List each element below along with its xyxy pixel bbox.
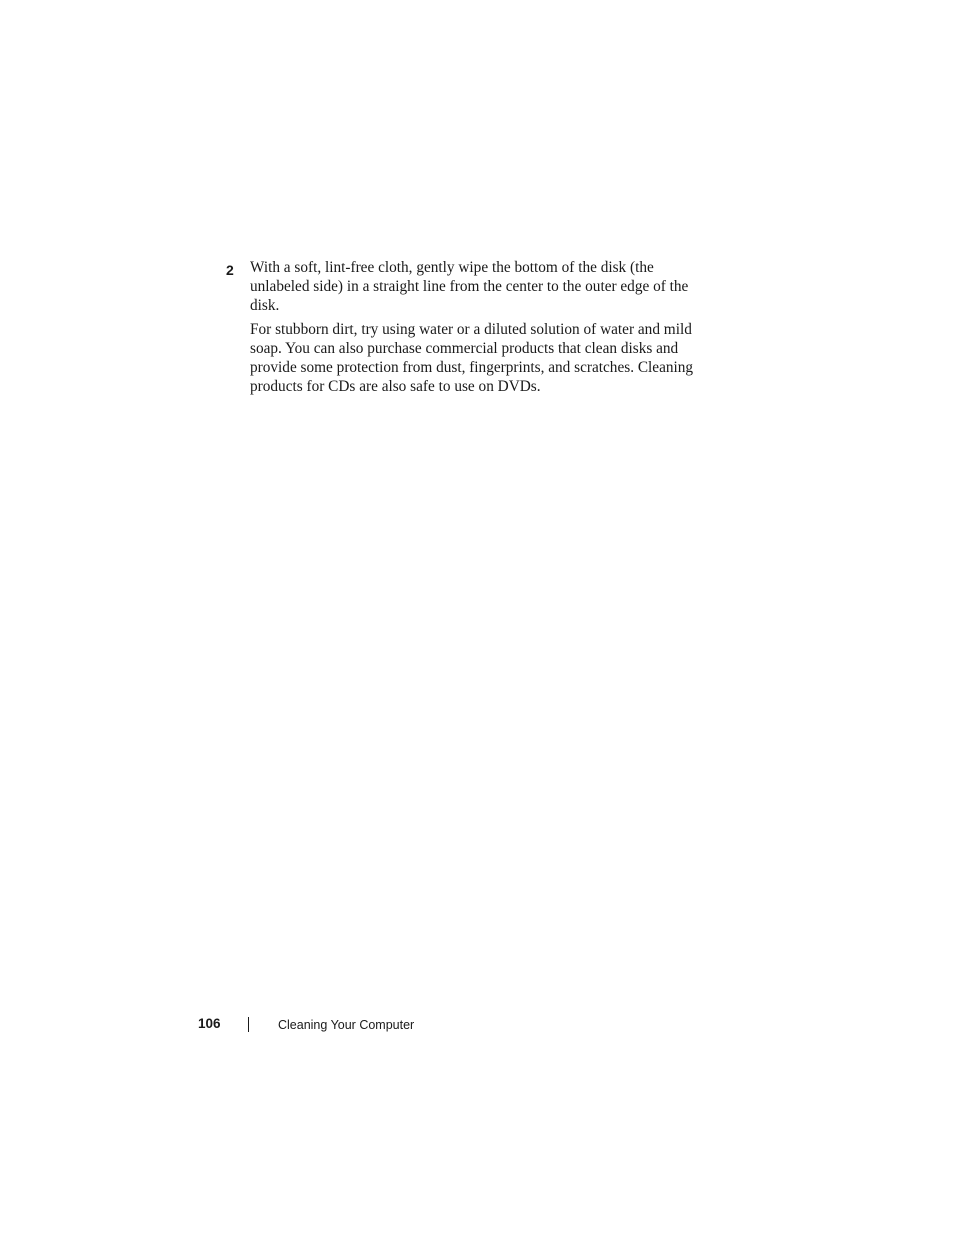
page-number: 106 [198,1016,221,1031]
step-number: 2 [226,262,234,278]
step-note: For stubborn dirt, try using water or a diluted solution of water and mild soap. You can also purchase commercial products that clean disks and provide some protection from dust, fingerprints, and scratches. Cleaning products for CDs are also safe to use on DVDs. [250,321,694,395]
footer-separator [248,1017,249,1032]
footer-section-title: Cleaning Your Computer [278,1018,415,1032]
instruction-step [226,258,716,397]
step-text: With a soft, lint-free cloth, gently wipe the bottom of the disk (the unlabeled side) in a straight line from the center to the outer edge of the disk. [250,259,689,314]
